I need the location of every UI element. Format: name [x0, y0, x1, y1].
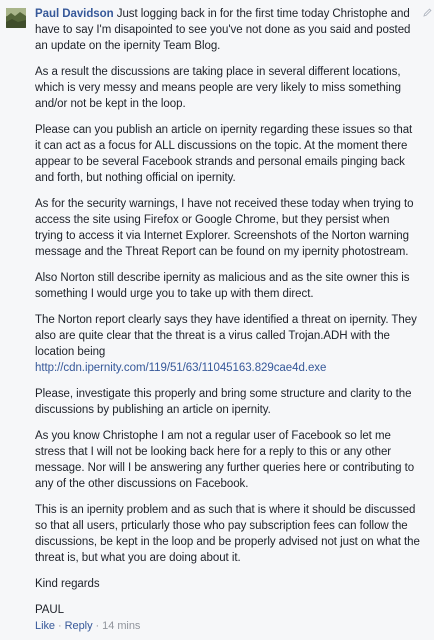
action-separator: · — [58, 620, 62, 632]
author-name[interactable]: Paul Davidson — [35, 8, 114, 20]
avatar[interactable] — [6, 8, 26, 28]
like-button[interactable]: Like — [35, 620, 55, 632]
norton-text: The Norton report clearly says they have identified a threat on ipernity. They also are quite clear that the threat is a virus called Trojan.ADH with the location being — [35, 314, 417, 358]
comment-paragraph: Please can you publish an article on ipernity regarding these issues so that it can act as a focus for ALL discussions on the topic. At the moment there appear to be several Facebook strands and personal emails pinging back and forth, but nothing official on ipernity. — [35, 124, 413, 184]
comment-paragraph: As for the security warnings, I have not received these today when trying to access the site using Firefox or Google Chrome, but they persist when trying to access it via Internet Explorer. Screenshots of the Norton warning message and the Threat Report can be found on my ipernity photostream. — [35, 198, 414, 258]
comment-paragraph: As a result the discussions are taking place in several different locations, which is very messy and means people are very likely to miss something and/or not be kept in the loop. — [35, 66, 401, 110]
norton-paragraph — [35, 312, 420, 376]
comment-paragraph: As you know Christophe I am not a regular user of Facebook so let me stress that I will not be looking back here for a reply to this or any other message. Nor will I be answering any further queries here or contributing to any of the other discussions on Facebook. — [35, 430, 415, 490]
comment-paragraph: Also Norton still describe ipernity as malicious and as the site owner this is something I would urge you to take up with them direct. — [35, 272, 410, 300]
timestamp[interactable]: 14 mins — [102, 620, 141, 632]
comment-first-line: Just logging back in for the first time today Christophe and have to say I'm disapointed to see you've not done as you said and posted an update on the ipernity Team Blog. — [35, 8, 411, 52]
comment-paragraph: Please, investigate this properly and bring some structure and clarity to the discussions by publishing an article on ipernity. — [35, 388, 412, 416]
pencil-icon[interactable] — [423, 8, 432, 17]
threat-link[interactable]: http://cdn.ipernity.com/119/51/63/11045163.829cae4d.exe — [35, 362, 327, 374]
comment-actions — [35, 619, 420, 634]
action-separator: · — [95, 620, 100, 632]
closing: Kind regards — [35, 578, 100, 590]
reply-button[interactable]: Reply — [64, 620, 93, 632]
comment-paragraph: This is an ipernity problem and as such that is where it should be discussed so that all users, prticularly those who pay subscription fees can follow the discussions, be kept in the loop and be properly advised not just on what the threat is, but what you are doing about it. — [35, 504, 420, 564]
avatar-landscape-icon — [6, 8, 26, 28]
comment-body — [35, 6, 420, 634]
comment-first-paragraph — [35, 6, 420, 54]
signature: PAUL — [35, 604, 64, 616]
